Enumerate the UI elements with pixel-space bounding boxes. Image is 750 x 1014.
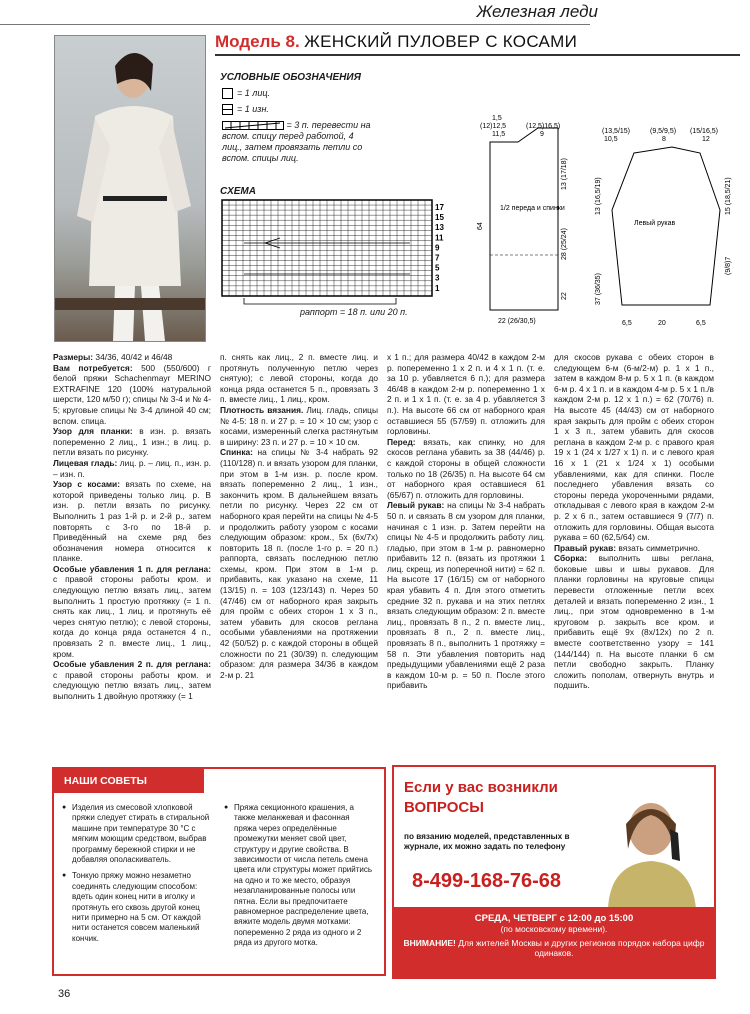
paragraph-heading: Размеры: [53,352,94,362]
body-side-4: 22 [561,292,568,300]
paragraph-heading: Лицевая гладь: [53,457,118,468]
model-name: ЖЕНСКИЙ ПУЛОВЕР С КОСАМИ [304,32,578,51]
legend-heading: УСЛОВНЫЕ ОБОЗНАЧЕНИЯ [220,72,361,83]
paragraph-text: х 1 п.; для размера 40/42 в каждом 2-м р. попеременно 1 х 2 п. и 4 х 1 п. (т. е. за 10 р. убавляется 6 п.); для размера 46/48 в каждом 2-м р. попеременно 1 х 2 п. и 1 х 1 п. (т. е. за 4 р. убавляется 3 п.). На высоте 66 см от наборного края оставшиеся 55 (57/59) п. отложить для горловины. [387,352,545,437]
schedule-timezone: (по московскому времени). [500,924,608,934]
model-illustration [55,36,205,341]
paragraph [387,352,545,437]
schema-heading: СХЕМА [220,186,256,197]
body-label: 1/2 переда и спинки [500,205,565,212]
legend-knit [222,88,270,99]
paragraph [554,553,714,691]
paragraph [554,543,714,554]
knit-symbol-icon [222,88,233,99]
body-side-3: 13 (17/18) [561,158,568,190]
questions-heading-1: Если у вас возникли [404,779,558,796]
body-top-5: (12,5)16,5) [526,123,561,130]
cable-symbol-icon [222,121,284,131]
model-number: Модель 8. [215,32,300,51]
magazine-brand: Железная леди [476,2,598,21]
legend-knit-text: = 1 лиц. [237,88,270,98]
paragraph [53,458,211,479]
page-number: 36 [58,988,71,1000]
attention-label: ВНИМАНИЕ! [403,938,456,948]
sleeve-top-4: 10,5 [604,136,618,143]
paragraph-heading: Правый рукав: [554,542,617,553]
tip-item: ● Тонкую пряжу можно незаметно соединять следующим способом: вдеть один конец нити в иголку и протянуть его сквозь другой конец нити примерно на 5 см. От каждой нити останется совсем маленький кончик. [62,871,210,944]
paragraph [53,352,211,363]
schedule-days: СРЕДА, ЧЕТВЕРГ [474,913,557,924]
paragraph-text: с правой стороны работы кром. и следующую петлю вязать лиц., затем выполнить 1 двойную протяжку (= 1 [53,669,211,701]
sleeve-left-1: 37 (36/35) [595,273,602,305]
tips-box [52,767,386,976]
questions-subtext: по вязанию моделей, представленных в журнале, их можно задать по телефону [404,832,570,851]
tip-item: ● Пряжа секционного крашения, а также меланжевая и фасонная пряжа через определённые промежутки меняет свой цвет, структуру и другие свойства. В зависимости от числа петель смена цвета или структуры может прийтись на одно и то же место, образуя незапланированные полосы или пятна. Если вы предпочитаете равномерное распределение цвета, вяжите модель двумя мотками: попеременно 2 ряда из одного и 2 ряда из другого мотка. [224,803,372,949]
paragraph-text: для скосов рукава с обеих сторон в следующем 6-м (6-м/2-м) р. 1 х 1 п., затем в каждом 8-м р. 5 х 1 п. (в каждом 6-м р. 4 х 1 п. и в каждом 4-м р. 5 х 1 п./в каждом 2-м р. 12 х 1 п.) = 62 (70/76) п. На высоте 45 (44/43) см от наборного края закрыть для пройм с обеих сторон 1 х 3 п., затем убавить для скосов реглана в каждом 2-м р. с правого края 19 х 1 (24 х 1/27 х 1) п. и с левого края 16 х 1 (21 х 1/24 х 1) особыми убавлениями, как для спинки. После последнего убавления вязать со стороны переда укороченными рядами, откладывая с левого края в каждом 2-м р. 2 х 6 п., затем оставшиеся 9 (7/7) п. отложить для горловины. Общая высота рукава = 60 (62,5/64) см. [554,352,714,543]
sleeve-top-6: 12 [702,136,710,143]
legend-purl-text: = 1 изн. [237,104,269,114]
sleeve-label: Левый рукав [634,220,676,227]
paragraph-heading: Узор для планки: [53,426,133,437]
chart-row-number: 7 [435,253,440,263]
paragraph-text: вязать по схеме, на которой приведены только лиц. р. В изн. р. петли вязать по рисунку. Выполнить 1 раз 1-й р. и 2-й р., затем повторять с 3-го по 18-й р. Приведённый на схеме ряд без обозначения номера относится к планке. [53,479,211,564]
paragraph-text: вязать, как спинку, но для скосов реглана убавить за 38 (44/46) р. с каждой стороны в общей сложности только по 18 (26/35) п. На высоте 64 см от наборного края оставшиеся 61 (65/67) п. отложить для горловины. [387,436,545,500]
schedule-line [394,913,714,924]
article-title [215,32,740,54]
title-rule [215,54,740,56]
paragraph [53,363,211,427]
sleeve-right-2: (9/8)7 [725,256,732,275]
legend-cable-text: = 3 п. перевести на вспом. спицу перед работой, 4 лиц., затем провязать петли со вспом. спицы лиц. [222,120,371,163]
body-top-2: (12)12,5 [480,123,507,130]
paragraph-text: в изн. р. вязать попеременно 2 лиц., 1 изн.; в лиц. р. петли вязать по рисунку. [53,426,211,458]
paragraph-heading: Перед: [387,436,416,447]
phone-number[interactable]: 8-499-168-76-68 [412,870,561,892]
chart-row-number: 13 [435,223,444,233]
chart-row-number: 3 [435,273,440,283]
schedule-band [394,907,714,977]
paragraph [387,437,545,501]
questions-box [392,765,716,979]
paragraph-text: вязать симметрично. [616,542,700,553]
paragraph [53,659,211,701]
paragraph [220,352,378,405]
paragraph-heading: Узор с косами: [53,479,120,490]
text-column-3 [387,352,545,691]
tip-item: ● Изделия из смесовой хлопковой пряжи следует стирать в стиральной машине при температуре 30 °C с мягким моющим средством, выбрав программу бережной стирки и не добавляя ополаскиватель. [62,803,210,865]
paragraph-text: Лиц. гладь, спицы № 4-5: 18 п. и 27 р. = 10 × 10 см; узор с косами, измеренный слегка растянутым в ширину: 23 п. и 27 р. = 10 × 10 см. [220,404,378,447]
header-rule [0,24,590,25]
chart-row-number: 11 [435,233,444,243]
body-bottom: 22 (26/30,5) [498,318,536,325]
text-column-2 [220,352,378,680]
tips-heading: НАШИ СОВЕТЫ [54,769,204,793]
paragraph-heading: Спинка: [220,447,253,458]
text-column-1 [53,352,211,702]
questions-heading-2: ВОПРОСЫ [404,799,484,816]
sleeve-left-2: 13 (16,5/19) [595,177,602,215]
paragraph-heading: Особые убавления 1 п. для реглана: [53,563,211,574]
paragraph-heading: Левый рукав: [387,500,445,511]
attention-text: Для жителей Москвы и других регионов порядок набора цифр одинаков. [458,938,705,958]
sleeve-bottom-2: 20 [658,320,666,327]
body-pattern-diagram [478,110,588,335]
paragraph-heading: Сборка: [554,553,587,564]
paragraph-text: п. снять как лиц., 2 п. вместе лиц. и протянуть полученную петлю через снятую); с левой стороны, когда до конца ряда останется 5 п., провязать 3 п. вместе лиц., 1 лиц., кром. [220,352,378,405]
sleeve-top-1: (13,5/15) [602,128,631,135]
chart-row-number: 5 [435,263,440,273]
sleeve-bottom-1: 6,5 [622,320,632,327]
body-side-2: 28 (25/24) [561,228,568,260]
knitting-chart [220,198,450,302]
paragraph-text: лиц. р. – лиц. п., изн. р. – изн. п. [53,457,211,479]
paragraph [554,352,714,543]
paragraph [53,564,211,659]
paragraph [53,426,211,458]
sleeve-bottom-3: 6,5 [696,320,706,327]
tips-left-column [62,803,210,950]
purl-symbol-icon [222,104,233,115]
consultant-photo [596,789,706,909]
sleeve-top-2: (9,5/9,5) [650,128,677,135]
paragraph-text: 500 (550/600) г белой пряжи Schachenmayr MERINO EXTRAFINE 120 (100% натуральной шерсти, 120 м/50 г); спицы № 3-4 и № 4-5; круговые спицы № 3-4 длиной 40 см; вспом. спица. [53,362,211,426]
chart-row-number: 17 [435,203,444,212]
paragraph [53,479,211,564]
paragraph-heading: Плотность вязания. [220,404,304,415]
paragraph-text: 34/36, 40/42 и 46/48 [93,352,173,362]
chart-row-number: 15 [435,213,444,223]
repeat-note: раппорт = 18 п. или 20 п. [300,307,408,317]
chart-row-number: 9 [435,243,440,253]
sleeve-top-3: (15/16,5) [690,128,719,135]
sleeve-top-5: 8 [662,136,666,143]
model-photo [54,35,206,342]
paragraph [220,405,378,447]
legend-cable [222,120,372,164]
schedule-time: с 12:00 до 15:00 [559,913,634,924]
paragraph-heading: Вам потребуется: [53,362,133,373]
sleeve-right-1: 15 (18,5/21) [725,177,732,215]
paragraph [220,447,378,680]
legend-purl [222,104,269,115]
text-column-4 [554,352,714,691]
body-top-6: 9 [540,131,544,138]
paragraph [387,500,545,691]
paragraph-text: на спицы № 3-4 набрать 50 п. и связать 8 см узором для планки, начиная с 1 изн. р. Затем перейти на спицы № 4-5 и продолжить работу лиц. гладью, при этом в 1-м р. равномерно прибавить 12 п. (вязать из протяжки 1 лиц. скрещ. из поперечной нити) = 62 п. На высоте 17 (16/15) см от наборного края убавить 4 п. Для этого отметить средние 32 п. рукава и на этих петлях вязать следующим образом: 2 п. вместе лиц., провязать 8 п., 2 п. вместе лиц., провязать 8 п., 2 п. вместе лиц., провязать 8 п., выполнить 1 протяжку = 58 п. Эти убавления повторить над предыдущими убавлениями ещё 2 раза в каждом 10-м р. = 50 п. После этого прибавить [387,500,545,691]
body-top-3: 11,5 [492,131,506,138]
tips-right-column [224,803,372,955]
body-top-1: 1,5 [492,115,502,122]
paragraph-heading: Особые убавления 2 п. для реглана: [53,659,211,670]
paragraph-text: с правой стороны работы кром. и следующую петлю вязать лиц., затем выполнить 1 простую протяжку (= 1 п. снять как лиц., 1 лиц. и протянуть её через снятую петлю); с левой стороны, когда до конца ряда останется 4 п., провязать 2 п. вместе лиц., 1 лиц., кром. [53,574,211,659]
paragraph-text: выполнить швы реглана, боковые швы и швы рукавов. Для планки горловины на круговые спицы перевести отложенные петли всех деталей и вязать попеременно 2 изн., 1 лиц., при этом одновременно в 1-м круговом р. закрыть все кром. и прибавить ещё 9х (8х/12х) по 2 п. вместе соответственно узору = 141 (144/144) п. На высоте планки 6 см петли свободно закрыть. Планку сложить пополам, отвернуть внутрь и подшить. [554,553,714,691]
paragraph-text: на спицы № 3-4 набрать 92 (110/128) п. и вязать узором для планки, при этом в 1-м изн. р. после кром. вязать попеременно 2 лиц., 1 изн., закончить кром. В дальнейшем вязать петли по рисунку. Через 22 см от наборного края перейти на спицы № 4-5 и продолжить работу узором с косами следующим образом: кром., 5х (6х/7х) повторить 18 п. (после 1-го р. = 20 п.) раппорта, связать последнюю петлю схемы, кром. При этом в 1-м р. прибавить, как указано на схеме, 11 (13/15) п. = 103 (123/143) п. Через 50 (47/46) см от наборного края закрыть для пройм с обеих сторон 1 х 3 п., затем убавить для скосов реглана особыми убавлениями на протяжении 42 (50/52) р. с каждой стороны в общей сложности по 21 (30/39) п. следующим образом: для размера 34/36 в каждом 2-м р. 21 [220,447,378,680]
attention-note [394,938,714,958]
chart-row-number: 1 [435,283,440,293]
body-side-1: 64 [477,222,484,230]
sleeve-pattern-diagram [592,125,742,337]
